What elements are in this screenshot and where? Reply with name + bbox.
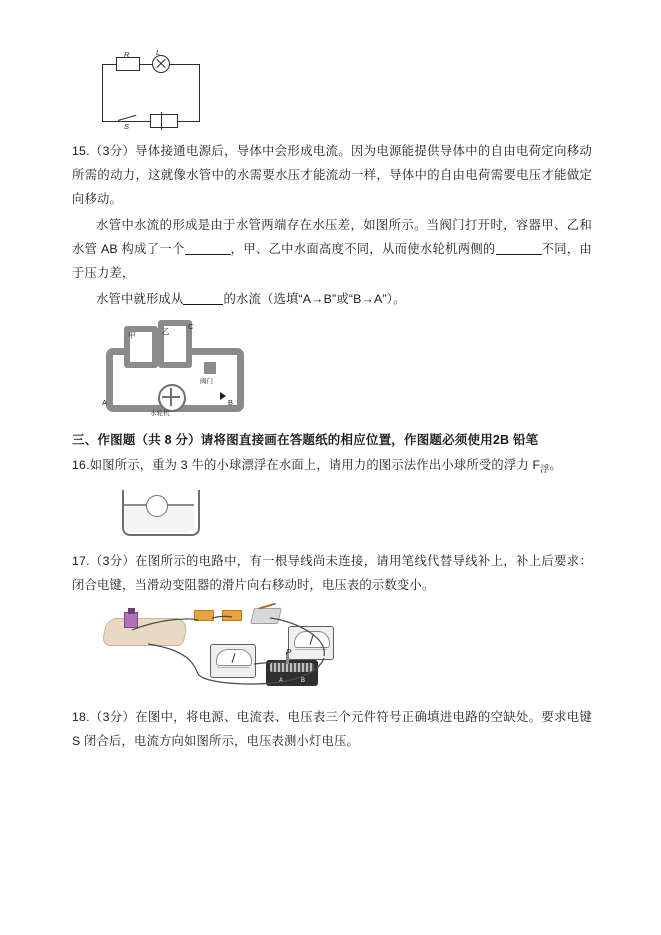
question-15	[72, 140, 592, 212]
figure-water-circuit	[100, 318, 240, 417]
q17-score: （3分）	[89, 554, 136, 569]
answer-blank-2[interactable]	[496, 242, 542, 255]
switch-symbol	[118, 112, 138, 122]
q15-text-2a: 水管中水流的形成是由于水管两端存在水压差，如图所示。当阀门打开时，容器甲、乙和水管 AB 构成了一个	[72, 217, 592, 256]
point-a-label: A	[102, 397, 108, 407]
lamp-label: L	[156, 48, 161, 57]
question-15-para-3	[72, 288, 592, 312]
q16-subscript: 浮	[540, 463, 550, 474]
q16-text-tail: 。	[549, 457, 562, 472]
answer-blank-3[interactable]	[183, 292, 223, 305]
vessel-yi-label: 乙	[162, 326, 170, 336]
q15-text-2b: ，甲、乙中水面高度不同，从而使水轮机两侧的	[230, 241, 496, 256]
marker-c-label: C	[188, 321, 194, 331]
q15-text-2c: 不同，由于压力差，	[72, 241, 592, 280]
page-content	[72, 48, 592, 766]
terminal-b-label: B	[300, 678, 305, 685]
question-17	[72, 550, 592, 598]
q16-number: 16.	[72, 457, 90, 472]
answer-blank-1[interactable]	[185, 242, 231, 255]
question-16	[72, 454, 592, 479]
q15-text-3a: 水管中就形成从	[96, 291, 184, 306]
figure-beaker-ball	[116, 484, 212, 542]
question-18	[72, 706, 592, 754]
lamp-symbol	[152, 55, 170, 73]
q16-text: 如图所示，重为 3 牛的小球漂浮在水面上，请用力的图示法作出小球所受的浮力 F	[89, 457, 541, 472]
q17-number: 17.	[72, 554, 90, 569]
terminal-a-label: A	[278, 678, 283, 685]
question-15-para-2	[72, 214, 592, 286]
q15-score: （3分）	[89, 144, 136, 158]
vessel-jia-label: 甲	[128, 330, 136, 340]
resistor-symbol	[116, 57, 140, 71]
flow-arrow	[220, 392, 226, 400]
resistor-label: R	[124, 50, 130, 59]
q18-score: （3分）	[89, 710, 136, 725]
water-wheel-label: 水轮机	[150, 409, 170, 417]
battery-symbol	[150, 114, 178, 128]
connecting-wires	[102, 604, 352, 698]
q15-text-3b: 的水流（选填“A→B”或“B→A”）。	[223, 291, 406, 306]
slider-p-label: P	[286, 648, 292, 658]
valve-label: 阀门	[200, 377, 213, 385]
point-b-label: B	[228, 397, 234, 407]
figure-rheostat-circuit	[102, 604, 352, 698]
q18-text: 在图中，将电源、电流表、电压表三个元件符号正确填进电路的空缺处。要求电键 S 闭合后，电流方向如图所示，电压表测小灯电压。	[72, 710, 592, 749]
figure-electric-circuit	[94, 48, 214, 132]
switch-label: S	[124, 122, 130, 131]
q17-text: 在图所示的电路中，有一根导线尚未连接，请用笔线代替导线补上，补上后要求：闭合电键，当滑动变阻器的滑片向右移动时，电压表的示数变小。	[72, 554, 592, 593]
q15-text-1: 导体接通电源后，导体中会形成电流。因为电源能提供导体中的自由电荷定向移动所需的动力，这就像水管中的水需要水压才能流动一样，导体中的自由电荷需要电压才能做定向移动。	[72, 144, 592, 206]
q18-number: 18.	[72, 710, 90, 725]
valve	[204, 362, 216, 374]
section-heading: 三、作图题（共 8 分）请将图直接画在答题纸的相应位置，作图题必须使用2B 铅笔	[72, 432, 539, 447]
q15-number: 15.	[72, 144, 90, 158]
